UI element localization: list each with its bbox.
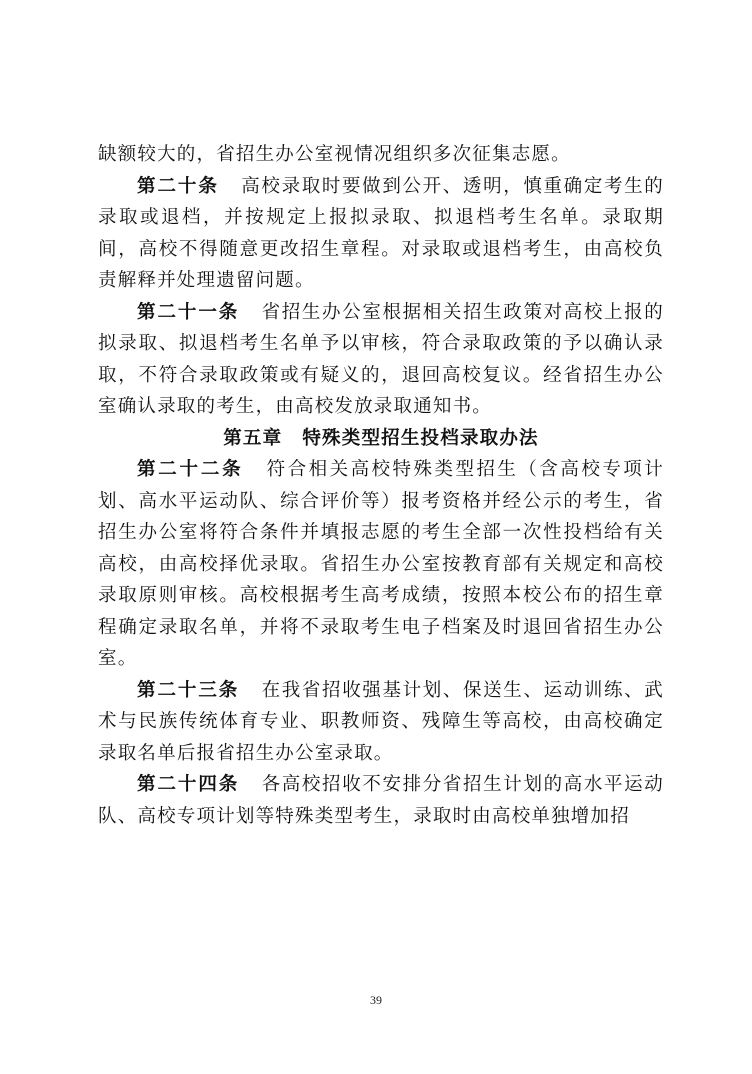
article-heading: 第二十二条 [137, 459, 244, 480]
article-heading: 第二十一条 [137, 301, 240, 323]
article-text: 省招生办公室根据相关招生政策对高校上报的拟录取、拟退档考生名单予以审核，符合录取政策的予以确认录取，不符合录取政策或有疑义的，退回高校复议。经省招生办公室确认录取的考生，由高校发放录取通知书。 [98, 301, 664, 417]
paragraph-continuation [98, 139, 664, 171]
chapter-title: 特殊类型招生投档录取办法 [302, 427, 539, 449]
article-text: 符合相关高校特殊类型招生（含高校专项计划、高水平运动队、综合评价等）报考资格并经公示的考生，省招生办公室将符合条件并填报志愿的考生全部一次性投档给有关高校，由高校择优录取。省招生办公室按教育部有关规定和高校录取原则审核。高校根据考生高考成绩，按照本校公布的招生章程确定录取名单，并将不录取考生电子档案及时退回省招生办公室。 [98, 459, 664, 669]
chapter-number: 第五章 [223, 427, 283, 449]
article-text: 在我省招收强基计划、保送生、运动训练、武术与民族传统体育专业、职教师资、残障生等高校，由高校确定录取名单后报省招生办公室录取。 [98, 679, 664, 764]
article-24 [98, 769, 664, 832]
article-heading: 第二十四条 [137, 774, 240, 795]
article-23 [98, 675, 664, 770]
article-heading: 第二十三条 [137, 679, 240, 701]
article-20 [98, 171, 664, 297]
article-21 [98, 297, 664, 423]
page-number: 39 [370, 993, 382, 1007]
chapter-heading [98, 423, 664, 455]
article-text: 高校录取时要做到公开、透明，慎重确定考生的录取或退档，并按规定上报拟录取、拟退档考生名单。录取期间，高校不得随意更改招生章程。对录取或退档考生，由高校负责解释并处理遗留问题。 [98, 175, 664, 291]
article-heading: 第二十条 [137, 175, 219, 197]
document-body [98, 139, 664, 832]
article-22 [98, 454, 664, 675]
article-text: 各高校招收不安排分省招生计划的高水平运动队、高校专项计划等特殊类型考生，录取时由高校单独增加招 [98, 774, 664, 827]
paragraph-text: 缺额较大的，省招生办公室视情况组织多次征集志愿。 [98, 144, 571, 165]
